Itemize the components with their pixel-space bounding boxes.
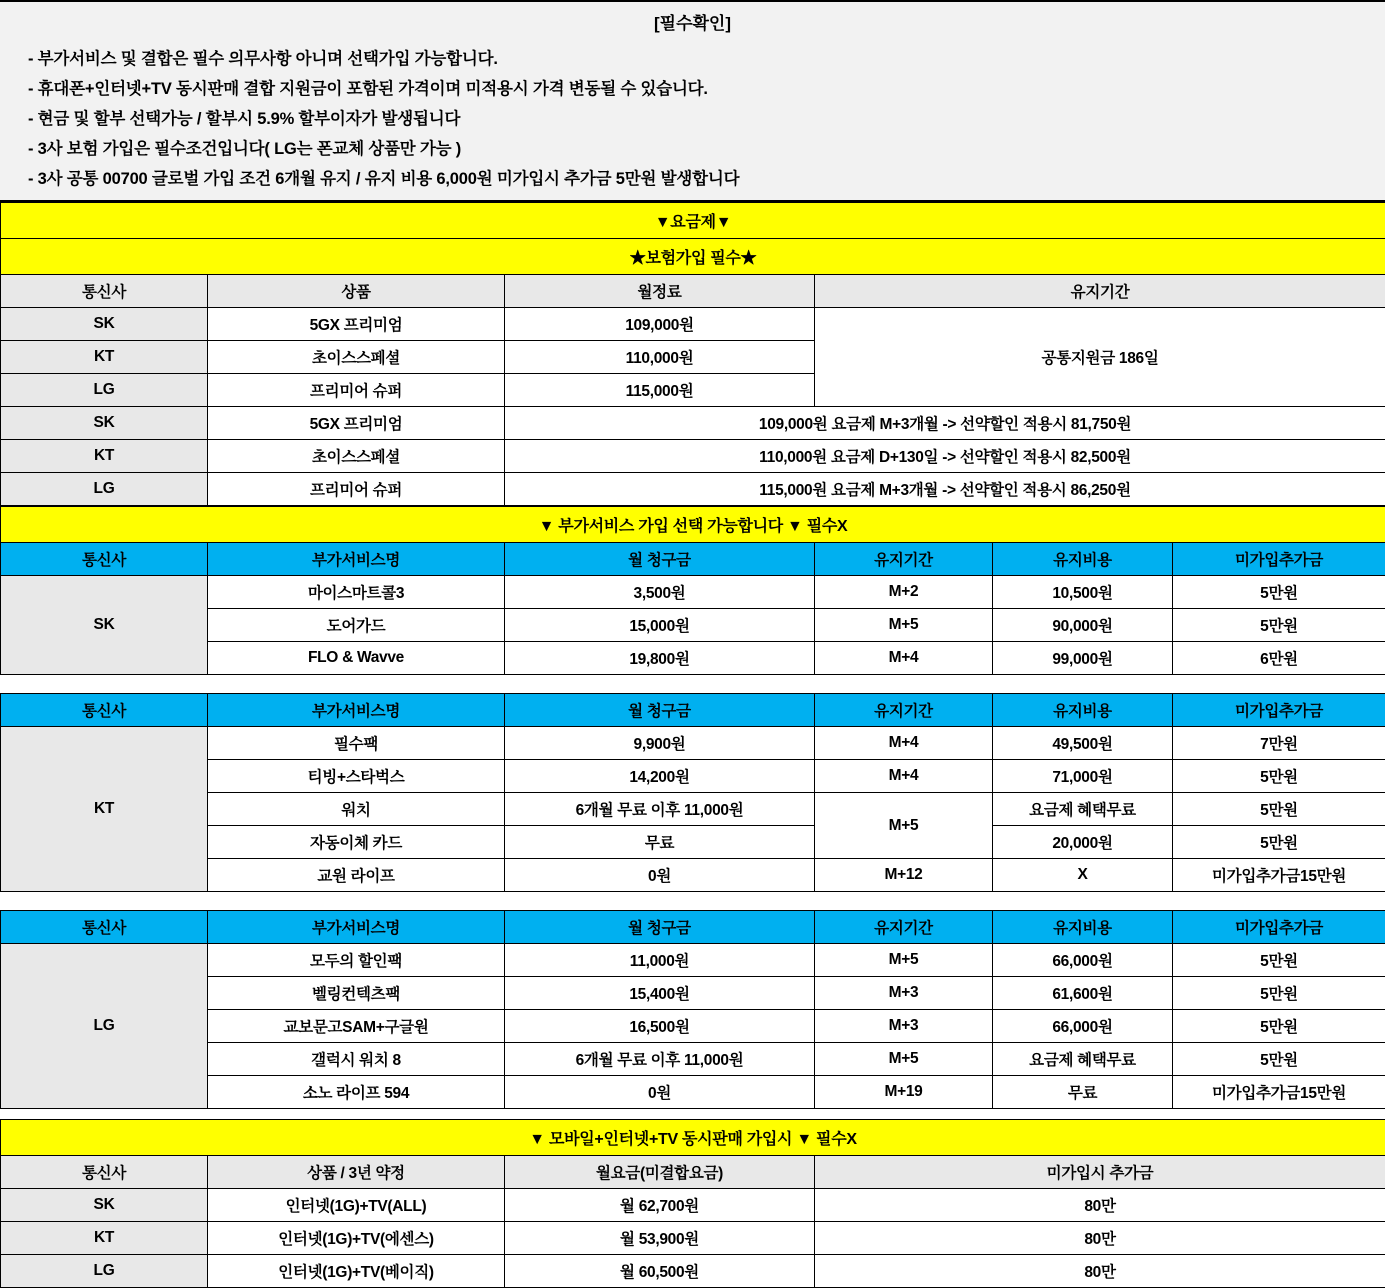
col-header-carrier: 통신사 [1, 1156, 208, 1189]
cell-product: 5GX 프리미엄 [208, 407, 505, 440]
cell-penalty: 5만원 [1173, 760, 1385, 793]
cell-period: M+5 [815, 609, 993, 642]
notice-line: - 휴대폰+인터넷+TV 동시판매 결합 지원금이 포함된 가격이며 미적용시 가격 변동될 수 있습니다. [0, 72, 1385, 102]
vas-table-kt [0, 693, 1385, 892]
cell-carrier: KT [1, 1222, 208, 1255]
col-header-penalty: 미가입시 추가금 [815, 1156, 1385, 1189]
col-header-carrier: 통신사 [1, 694, 208, 727]
table-row [1, 859, 1385, 892]
col-header-cost: 유지비용 [993, 911, 1173, 944]
cell-carrier: KT [1, 440, 208, 473]
cell-carrier: SK [1, 407, 208, 440]
cell-cost: 66,000원 [993, 944, 1173, 977]
cell-cost: 99,000원 [993, 642, 1173, 675]
vas-table-sk [0, 506, 1385, 675]
cell-carrier: LG [1, 944, 208, 1109]
table-row [1, 203, 1385, 239]
cell-period: M+5 [815, 1043, 993, 1076]
cell-period: M+19 [815, 1076, 993, 1109]
section-spacer [0, 892, 1385, 910]
table-row [1, 977, 1385, 1010]
cell-monthly-charge: 0원 [505, 1076, 815, 1109]
cell-cost: 10,500원 [993, 576, 1173, 609]
cell-penalty: 5만원 [1173, 1010, 1385, 1043]
cell-discount-detail: 115,000원 요금제 M+3개월 -> 선약할인 적용시 86,250원 [505, 473, 1385, 506]
cell-cost: X [993, 859, 1173, 892]
col-header-penalty: 미가입추가금 [1173, 694, 1385, 727]
table-row [1, 1222, 1385, 1255]
table-row [1, 1255, 1385, 1288]
cell-cost: 49,500원 [993, 727, 1173, 760]
table-row [1, 609, 1385, 642]
table-row [1, 239, 1385, 275]
cell-vas-name: 워치 [208, 793, 505, 826]
cell-vas-name: 티빙+스타벅스 [208, 760, 505, 793]
table-row [1, 760, 1385, 793]
col-header-period: 유지기간 [815, 911, 993, 944]
cell-product: 초이스스페셜 [208, 440, 505, 473]
cell-carrier: LG [1, 473, 208, 506]
cell-period: M+3 [815, 1010, 993, 1043]
cell-penalty: 5만원 [1173, 826, 1385, 859]
cell-period: M+5 [815, 793, 993, 859]
cell-period: M+4 [815, 760, 993, 793]
cell-monthly-charge: 3,500원 [505, 576, 815, 609]
cell-vas-name: 모두의 할인팩 [208, 944, 505, 977]
cell-carrier: SK [1, 1189, 208, 1222]
table-row [1, 944, 1385, 977]
cell-monthly-charge: 9,900원 [505, 727, 815, 760]
col-header-product-contract: 상품 / 3년 약정 [208, 1156, 505, 1189]
vas-table-lg [0, 910, 1385, 1109]
col-header-monthly-fee: 월정료 [505, 275, 815, 308]
cell-monthly-charge: 15,000원 [505, 609, 815, 642]
table-row [1, 793, 1385, 826]
cell-support-note: 공통지원금 186일 [815, 308, 1385, 407]
cell-product: 초이스스페셜 [208, 341, 505, 374]
cell-monthly-charge: 6개월 무료 이후 11,000원 [505, 793, 815, 826]
table-header-row [1, 275, 1385, 308]
col-header-carrier: 통신사 [1, 275, 208, 308]
cell-carrier: KT [1, 727, 208, 892]
notice-block [0, 0, 1385, 202]
cell-monthly-charge: 15,400원 [505, 977, 815, 1010]
col-header-monthly-charge: 월 청구금 [505, 911, 815, 944]
table-row [1, 1189, 1385, 1222]
cell-vas-name: 필수팩 [208, 727, 505, 760]
cell-vas-name: FLO & Wavve [208, 642, 505, 675]
table-header-row [1, 694, 1385, 727]
cell-penalty: 5만원 [1173, 609, 1385, 642]
cell-penalty: 미가입추가금15만원 [1173, 859, 1385, 892]
notice-line: - 현금 및 할부 선택가능 / 할부시 5.9% 할부이자가 발생됩니다 [0, 102, 1385, 132]
col-header-cost: 유지비용 [993, 694, 1173, 727]
cell-cost: 90,000원 [993, 609, 1173, 642]
cell-discount-detail: 109,000원 요금제 M+3개월 -> 선약할인 적용시 81,750원 [505, 407, 1385, 440]
cell-penalty: 7만원 [1173, 727, 1385, 760]
table-row [1, 826, 1385, 859]
cell-monthly-charge: 6개월 무료 이후 11,000원 [505, 1043, 815, 1076]
cell-penalty: 80만 [815, 1222, 1385, 1255]
plan-banner-rate: ▼요금제▼ [1, 203, 1385, 239]
cell-period: M+4 [815, 727, 993, 760]
vas-banner: ▼ 부가서비스 가입 선택 가능합니다 ▼ 필수X [1, 507, 1385, 543]
cell-cost: 요금제 혜택무료 [993, 1043, 1173, 1076]
table-row [1, 576, 1385, 609]
cell-product: 5GX 프리미엄 [208, 308, 505, 341]
cell-penalty: 80만 [815, 1189, 1385, 1222]
cell-monthly-fee: 109,000원 [505, 308, 815, 341]
cell-vas-name: 교원 라이프 [208, 859, 505, 892]
cell-cost: 20,000원 [993, 826, 1173, 859]
col-header-penalty: 미가입추가금 [1173, 911, 1385, 944]
cell-monthly-fee: 115,000원 [505, 374, 815, 407]
cell-penalty: 6만원 [1173, 642, 1385, 675]
table-header-row [1, 1156, 1385, 1189]
table-row [1, 407, 1385, 440]
cell-vas-name: 교보문고SAM+구글원 [208, 1010, 505, 1043]
table-row [1, 440, 1385, 473]
cell-monthly-charge: 16,500원 [505, 1010, 815, 1043]
cell-product: 프리미어 슈퍼 [208, 374, 505, 407]
cell-penalty: 5만원 [1173, 1043, 1385, 1076]
col-header-cost: 유지비용 [993, 543, 1173, 576]
notice-title: [필수확인] [0, 6, 1385, 42]
cell-vas-name: 마이스마트콜3 [208, 576, 505, 609]
cell-discount-detail: 110,000원 요금제 D+130일 -> 선약할인 적용시 82,500원 [505, 440, 1385, 473]
notice-line: - 3사 보험 가입은 필수조건입니다( LG는 폰교체 상품만 가능 ) [0, 132, 1385, 162]
notice-line: - 3사 공통 00700 글로벌 가입 조건 6개월 유지 / 유지 비용 6,000원 미가입시 추가금 5만원 발생합니다 [0, 162, 1385, 192]
cell-cost: 61,600원 [993, 977, 1173, 1010]
cell-penalty: 미가입추가금15만원 [1173, 1076, 1385, 1109]
table-row [1, 727, 1385, 760]
col-header-period: 유지기간 [815, 543, 993, 576]
cell-monthly-charge: 0원 [505, 859, 815, 892]
cell-monthly-fee: 월 60,500원 [505, 1255, 815, 1288]
cell-cost: 71,000원 [993, 760, 1173, 793]
col-header-penalty: 미가입추가금 [1173, 543, 1385, 576]
col-header-monthly-fee: 월요금(미결합요금) [505, 1156, 815, 1189]
table-row [1, 642, 1385, 675]
col-header-product: 상품 [208, 275, 505, 308]
cell-vas-name: 소노 라이프 594 [208, 1076, 505, 1109]
cell-cost: 66,000원 [993, 1010, 1173, 1043]
section-spacer [0, 675, 1385, 693]
cell-penalty: 5만원 [1173, 944, 1385, 977]
col-header-carrier: 통신사 [1, 911, 208, 944]
cell-carrier: SK [1, 576, 208, 675]
table-row [1, 1010, 1385, 1043]
col-header-carrier: 통신사 [1, 543, 208, 576]
cell-product: 인터넷(1G)+TV(ALL) [208, 1189, 505, 1222]
cell-period: M+4 [815, 642, 993, 675]
cell-period: M+5 [815, 944, 993, 977]
plan-banner-insurance: ★보험가입 필수★ [1, 239, 1385, 275]
cell-monthly-charge: 14,200원 [505, 760, 815, 793]
cell-monthly-charge: 무료 [505, 826, 815, 859]
cell-penalty: 5만원 [1173, 576, 1385, 609]
col-header-vas-name: 부가서비스명 [208, 694, 505, 727]
col-header-period: 유지기간 [815, 275, 1385, 308]
combo-table [0, 1119, 1385, 1288]
cell-cost: 무료 [993, 1076, 1173, 1109]
cell-penalty: 5만원 [1173, 793, 1385, 826]
table-row [1, 308, 1385, 341]
cell-period: M+2 [815, 576, 993, 609]
cell-monthly-fee: 110,000원 [505, 341, 815, 374]
cell-vas-name: 갤럭시 워치 8 [208, 1043, 505, 1076]
cell-vas-name: 벨링컨텍츠팩 [208, 977, 505, 1010]
cell-carrier: SK [1, 308, 208, 341]
table-header-row [1, 543, 1385, 576]
col-header-monthly-charge: 월 청구금 [505, 543, 815, 576]
cell-product: 프리미어 슈퍼 [208, 473, 505, 506]
cell-monthly-fee: 월 53,900원 [505, 1222, 815, 1255]
table-header-row [1, 911, 1385, 944]
cell-penalty: 80만 [815, 1255, 1385, 1288]
cell-product: 인터넷(1G)+TV(베이직) [208, 1255, 505, 1288]
col-header-monthly-charge: 월 청구금 [505, 694, 815, 727]
cell-cost: 요금제 혜택무료 [993, 793, 1173, 826]
cell-period: M+3 [815, 977, 993, 1010]
cell-carrier: LG [1, 374, 208, 407]
cell-carrier: LG [1, 1255, 208, 1288]
cell-monthly-fee: 월 62,700원 [505, 1189, 815, 1222]
col-header-vas-name: 부가서비스명 [208, 543, 505, 576]
cell-product: 인터넷(1G)+TV(에센스) [208, 1222, 505, 1255]
cell-penalty: 5만원 [1173, 977, 1385, 1010]
cell-monthly-charge: 19,800원 [505, 642, 815, 675]
table-row [1, 507, 1385, 543]
cell-period: M+12 [815, 859, 993, 892]
table-row [1, 1076, 1385, 1109]
cell-carrier: KT [1, 341, 208, 374]
col-header-vas-name: 부가서비스명 [208, 911, 505, 944]
cell-vas-name: 도어가드 [208, 609, 505, 642]
combo-banner: ▼ 모바일+인터넷+TV 동시판매 가입시 ▼ 필수X [1, 1120, 1385, 1156]
table-row [1, 1120, 1385, 1156]
table-row [1, 473, 1385, 506]
plan-table [0, 202, 1385, 506]
cell-monthly-charge: 11,000원 [505, 944, 815, 977]
cell-vas-name: 자동이체 카드 [208, 826, 505, 859]
section-spacer [0, 1109, 1385, 1119]
notice-line: - 부가서비스 및 결합은 필수 의무사항 아니며 선택가입 가능합니다. [0, 42, 1385, 72]
col-header-period: 유지기간 [815, 694, 993, 727]
table-row [1, 1043, 1385, 1076]
